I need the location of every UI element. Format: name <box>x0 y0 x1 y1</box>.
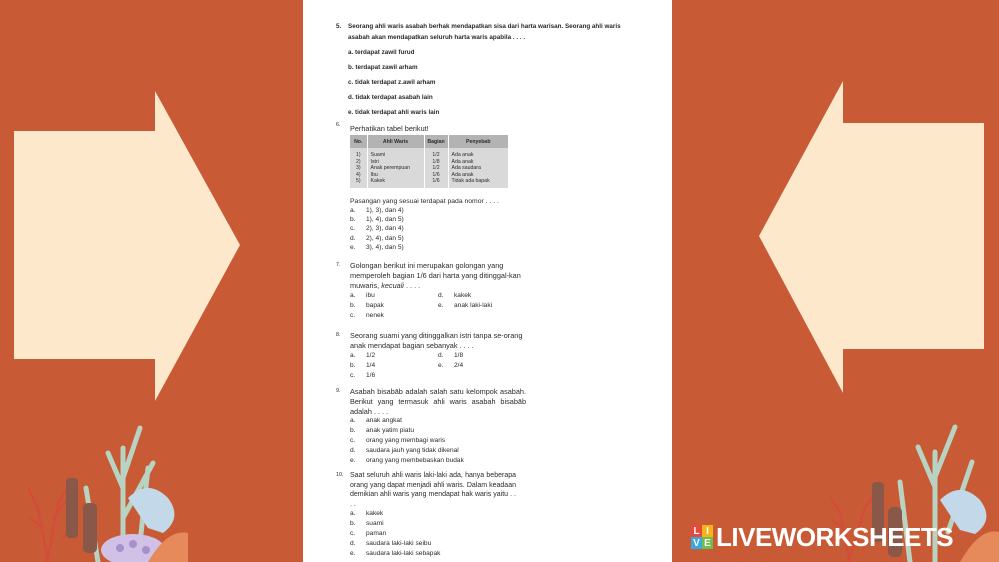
option-letter: d. <box>350 234 356 242</box>
option-row <box>350 361 526 371</box>
option-row <box>350 519 440 529</box>
option-row <box>350 509 440 519</box>
question-number: 10. <box>336 472 344 478</box>
option-text: saudara laki-laki seibu <box>366 540 432 547</box>
option-row <box>350 456 464 466</box>
option-text: 2), 3), dan 4) <box>366 225 404 233</box>
option-row <box>350 351 526 361</box>
question-stem: Perhatikan tabel berikut! <box>350 124 429 133</box>
question-stem <box>350 261 532 291</box>
option-text: suami <box>366 520 384 527</box>
table-cell: 4) <box>355 171 361 178</box>
table-cell: Istri <box>370 158 379 165</box>
option-letter: a. <box>350 417 356 424</box>
option-letter: a. <box>350 352 356 359</box>
table-cell: 2) <box>355 158 361 165</box>
option-letter: b. <box>350 520 356 527</box>
option-letter: a. <box>350 510 356 517</box>
table-cell: 1) <box>355 152 361 158</box>
table-cell-no <box>350 148 367 188</box>
stem-emphasis: kecuali <box>381 281 404 290</box>
table-cell: Suami <box>370 152 386 158</box>
question-10-options <box>350 509 440 559</box>
option-row <box>350 301 526 311</box>
option-row <box>350 539 440 549</box>
option-b: b. terdapat zawil arham <box>348 63 418 71</box>
table-cell: 1/8 <box>432 158 440 165</box>
option-row <box>350 234 404 243</box>
option-text: orang yang membagi waris <box>366 437 446 444</box>
option-row <box>350 416 464 426</box>
stem-ellipsis: . . . . <box>403 281 421 290</box>
option-text: ibu <box>366 292 375 299</box>
option-text: paman <box>366 530 387 537</box>
question-number: 6. <box>336 122 341 128</box>
option-text: saudara jauh yang tidak dikenal <box>366 447 459 454</box>
option-d: d. tidak terdapat asabah lain <box>348 93 433 101</box>
option-text: 2/4 <box>454 362 464 369</box>
table-cell: Ada anak <box>451 152 474 158</box>
option-row <box>350 549 440 559</box>
question-stem: Saat seluruh ahli waris laki-laki ada, hanya beberapa orang yang dapat menjadi ahli waris. Dalam keadaan demikian ahli waris yang mendapat hak waris yaitu . . . . <box>350 472 516 508</box>
option-letter: d. <box>350 447 356 454</box>
logo-mark-letter: V <box>691 537 702 549</box>
option-letter: e. <box>438 302 444 309</box>
option-text: 1/6 <box>366 372 376 379</box>
question-number: 5. <box>336 23 342 30</box>
question-number: 9. <box>336 388 341 394</box>
option-text: 1), 3), dan 4) <box>366 207 404 214</box>
option-c: c. tidak terdapat z.awil arham <box>348 78 436 86</box>
table-cell: 1/6 <box>432 171 440 178</box>
option-letter: c. <box>350 530 356 537</box>
option-letter: b. <box>350 302 356 309</box>
question-6-options <box>350 206 404 252</box>
option-letter: b. <box>350 427 356 434</box>
option-letter: e. <box>438 362 444 369</box>
question-stem: Seorang ahli waris asabah berhak mendapatkan sisa dari harta warisan. Seorang ahli waris asabah akan mendapatkan seluruh harta waris apabila . . . . <box>348 23 621 41</box>
table-cell: 1/6 <box>432 178 440 185</box>
question-prompt: Pasangan yang sesuai terdapat pada nomor . . . . <box>350 198 499 205</box>
question-9-options <box>350 416 464 466</box>
table-cell: 5) <box>355 178 361 185</box>
option-text: anak yatim piatu <box>366 427 415 434</box>
option-row <box>350 206 404 215</box>
logo-mark <box>691 525 713 549</box>
option-letter: e. <box>350 243 356 251</box>
logo-mark-letter: L <box>691 525 702 537</box>
table-row <box>350 148 508 188</box>
option-letter: c. <box>350 225 356 233</box>
option-text: 2), 4), dan 5) <box>366 234 404 242</box>
option-letter: a. <box>350 207 356 214</box>
table-header: Penyebab <box>448 135 508 148</box>
table-header: Bagian <box>424 135 448 148</box>
logo-mark-letter: E <box>702 537 713 549</box>
option-text: anak laki-laki <box>454 302 493 309</box>
table-header: Ahli Waris <box>367 135 424 148</box>
table-cell: Ada anak <box>451 158 474 165</box>
option-row <box>350 311 526 321</box>
option-row <box>350 371 526 381</box>
table-cell: 1/2 <box>432 152 440 158</box>
option-text: 3), 4), dan 5) <box>366 243 404 251</box>
question-stem: Asabah bisabāb adalah salah satu kelompok asabah. Berikut yang termasuk ahli waris asabah bisabāb adalah . . . . <box>350 387 526 416</box>
question-7-options <box>350 291 526 321</box>
option-a: a. terdapat zawil furud <box>348 48 415 56</box>
option-text: 1/2 <box>366 352 376 359</box>
option-row <box>350 243 404 252</box>
table-cell: Ada saudara <box>451 165 481 172</box>
logo-text: LIVEWORKSHEETS <box>716 521 954 552</box>
liveworksheets-logo[interactable] <box>691 521 954 552</box>
table-cell: Ibu <box>370 171 378 178</box>
option-text: 1/4 <box>366 362 376 369</box>
table-cell: Kakek <box>370 178 385 185</box>
table-cell: Ada anak <box>451 171 474 178</box>
question-number: 8. <box>336 332 341 338</box>
option-row <box>350 446 464 456</box>
option-row <box>350 215 404 224</box>
option-row <box>350 291 526 301</box>
option-text: saudara laki-laki sebapak <box>366 550 441 557</box>
option-row <box>350 426 464 436</box>
option-letter: d. <box>350 540 356 547</box>
logo-mark-letter: I <box>702 525 713 537</box>
option-row <box>350 436 464 446</box>
table-cell: 1/2 <box>432 165 440 172</box>
question-8-options <box>350 351 526 381</box>
option-e: e. tidak terdapat ahli waris lain <box>348 108 440 116</box>
option-letter: a. <box>350 292 356 299</box>
option-letter: b. <box>350 362 356 369</box>
option-row <box>350 529 440 539</box>
worksheet-page <box>303 0 672 562</box>
option-letter: d. <box>438 292 444 299</box>
option-letter: c. <box>350 437 356 444</box>
table-cell-bagian <box>424 148 448 188</box>
option-letter: e. <box>350 457 356 464</box>
ahli-waris-table <box>350 135 508 188</box>
option-letter: d. <box>438 352 444 359</box>
option-letter: c. <box>350 372 356 379</box>
table-cell: Tidak ada bapak <box>451 178 490 185</box>
option-text: 1/8 <box>454 352 464 359</box>
option-text: orang yang membebaskan budak <box>366 457 464 464</box>
option-text: nenek <box>366 312 384 319</box>
question-stem: Seorang suami yang ditinggalkan istri tanpa se-orang anak mendapat bagian sebanyak . . . . <box>350 331 523 350</box>
question-5 <box>336 22 636 118</box>
table-header-row <box>350 135 508 148</box>
option-text: bapak <box>366 302 384 309</box>
option-text: 1), 4), dan 5) <box>366 216 404 224</box>
option-text: kakek <box>454 292 472 299</box>
coral-icon <box>28 408 188 562</box>
table-cell-penyebab <box>448 148 508 188</box>
stem-text: Golongan berikut ini merupakan golongan yang memperoleh bagian 1/6 dari harta yang ditinggal-kan muwaris, <box>350 261 521 290</box>
option-text: anak angkat <box>366 417 402 424</box>
table-header: No. <box>350 135 367 148</box>
table-cell: Anak perempuan <box>370 165 411 172</box>
table-cell-ahli-waris <box>367 148 424 188</box>
table-cell: 3) <box>355 165 361 172</box>
question-number: 7. <box>336 262 341 268</box>
arrow-left-icon <box>759 81 987 393</box>
option-letter: e. <box>350 550 356 557</box>
arrow-right-icon <box>14 91 242 401</box>
option-text: kakek <box>366 510 384 517</box>
option-letter: c. <box>350 312 356 319</box>
option-row <box>350 224 404 233</box>
option-letter: b. <box>350 216 356 224</box>
